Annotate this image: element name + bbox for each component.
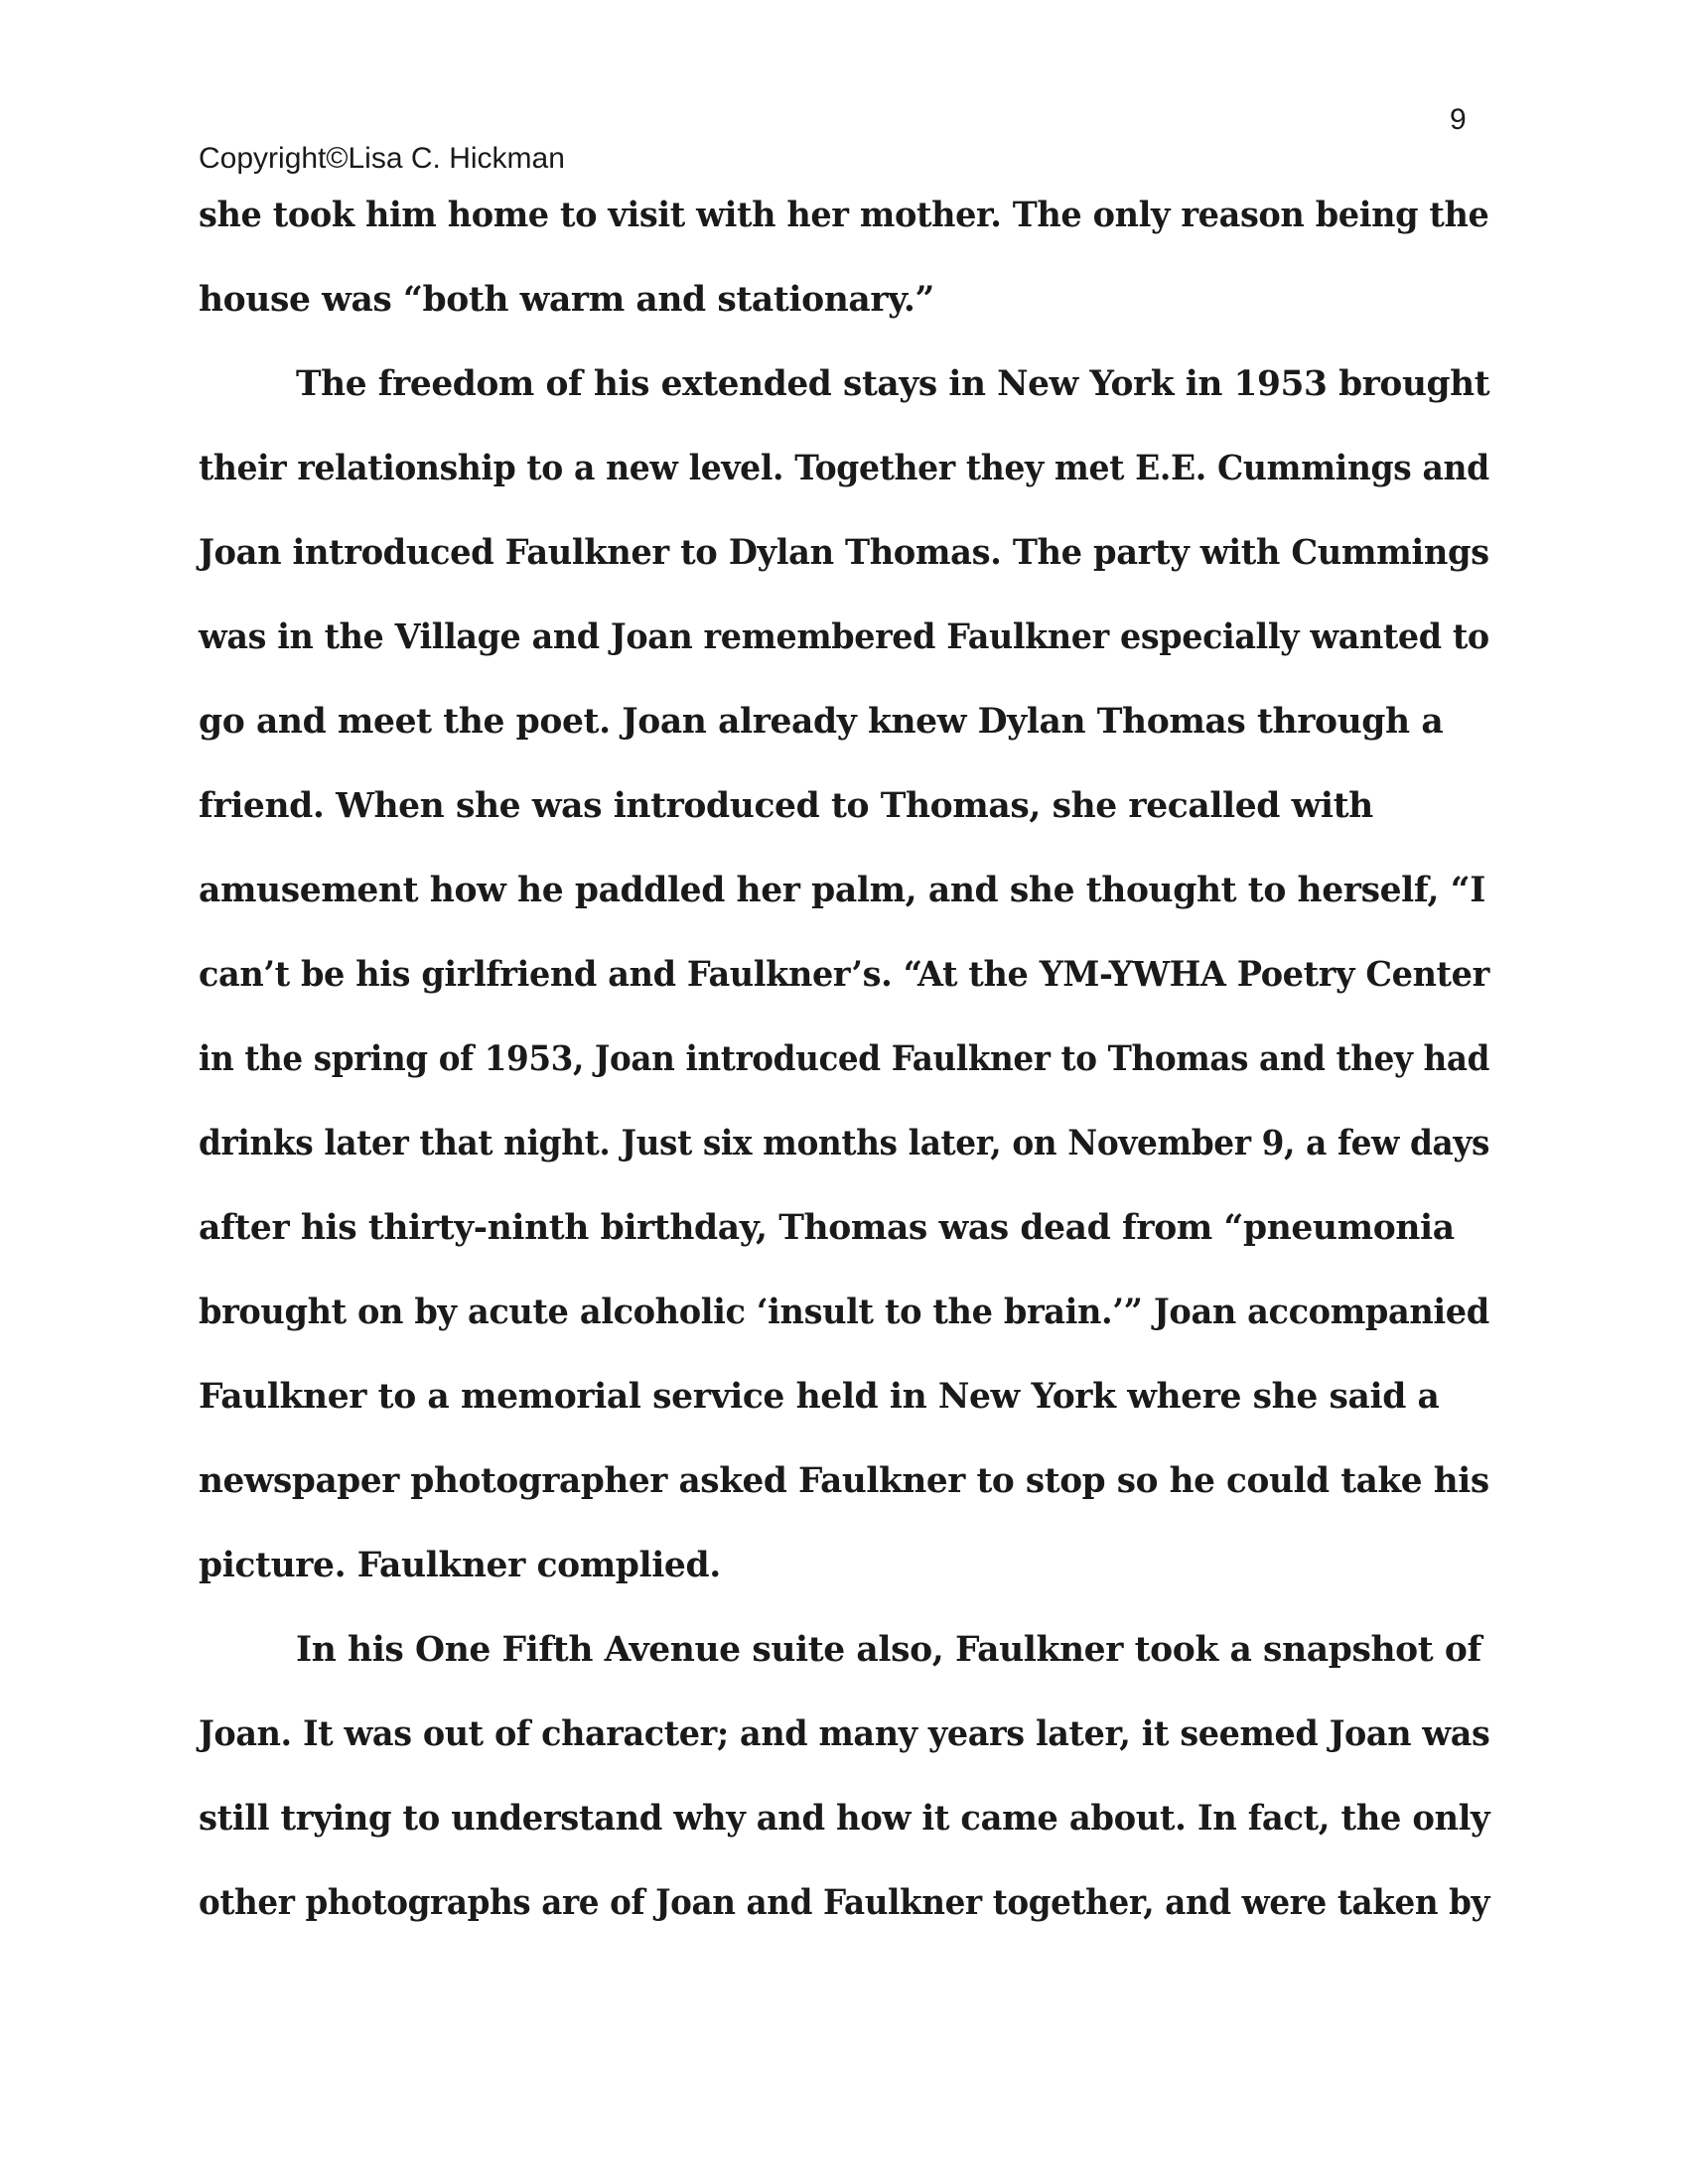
text-line: house was “both warm and stationary.” — [199, 280, 934, 320]
text-line: Joan introduced Faulkner to Dylan Thomas. The party with Cummings — [199, 533, 1489, 573]
copyright-notice: Copyright©Lisa C. Hickman — [199, 142, 565, 175]
text-line: was in the Village and Joan remembered Faulkner especially wanted to — [199, 617, 1489, 657]
text-line: newspaper photographer asked Faulkner to stop so he could take his — [199, 1461, 1489, 1501]
text-line: picture. Faulkner complied. — [199, 1546, 721, 1585]
text-line: The freedom of his extended stays in New York in 1953 brought — [296, 364, 1490, 404]
text-line: their relationship to a new level. Together they met E.E. Cummings and — [199, 449, 1489, 488]
text-line: brought on by acute alcoholic ‘insult to the brain.’” Joan accompanied — [199, 1293, 1489, 1332]
text-line: amusement how he paddled her palm, and she thought to herself, “I — [199, 871, 1485, 910]
text-line: In his One Fifth Avenue suite also, Faulkner took a snapshot of — [296, 1630, 1481, 1670]
text-line: Faulkner to a memorial service held in New York where she said a — [199, 1377, 1440, 1417]
text-line: go and meet the poet. Joan already knew Dylan Thomas through a — [199, 702, 1444, 742]
page-number: 9 — [1450, 103, 1467, 136]
text-line: Joan. It was out of character; and many years later, it seemed Joan was — [199, 1714, 1490, 1754]
text-line: after his thirty-ninth birthday, Thomas was dead from “pneumonia — [199, 1208, 1455, 1248]
text-line: still trying to understand why and how it came about. In fact, the only — [199, 1799, 1490, 1839]
text-line: drinks later that night. Just six months later, on November 9, a few days — [199, 1124, 1490, 1163]
text-line: she took him home to visit with her mother. The only reason being the — [199, 196, 1489, 235]
text-line: in the spring of 1953, Joan introduced Faulkner to Thomas and they had — [199, 1039, 1490, 1079]
text-line: can’t be his girlfriend and Faulkner’s. “At the YM-YWHA Poetry Center — [199, 955, 1489, 995]
text-line: other photographs are of Joan and Faulkner together, and were taken by — [199, 1883, 1490, 1923]
text-line: friend. When she was introduced to Thomas, she recalled with — [199, 786, 1373, 826]
